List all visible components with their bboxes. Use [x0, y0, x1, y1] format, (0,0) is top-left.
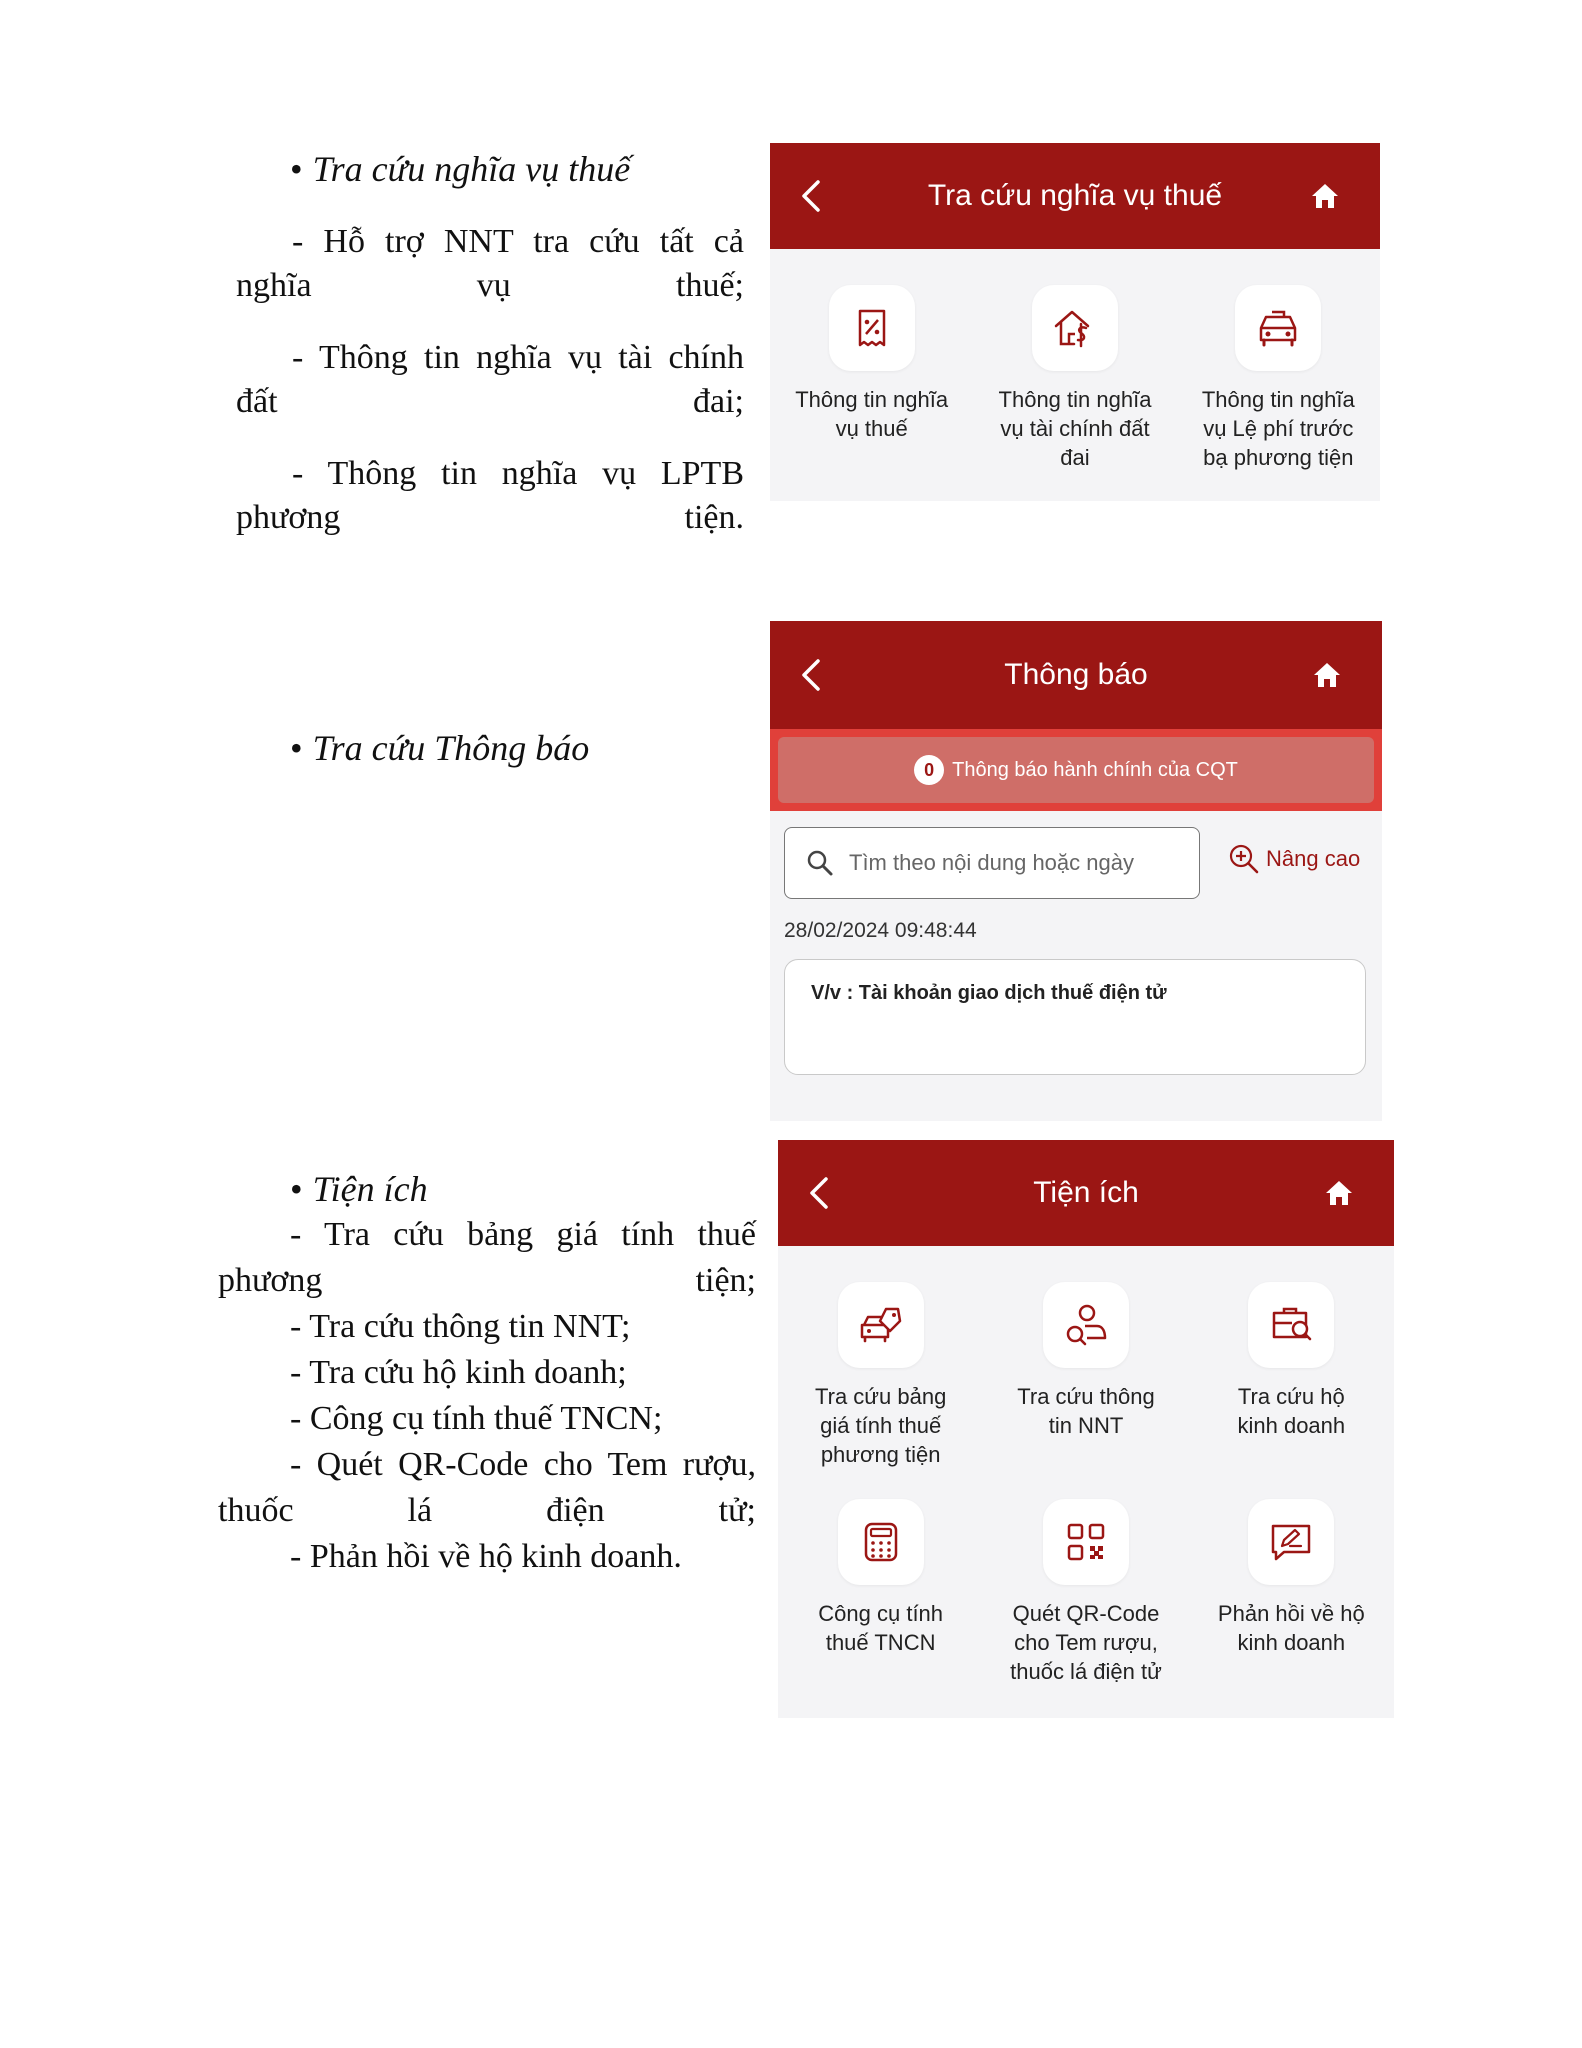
tile-phan-hoi-ho-kinh-doanh[interactable]: [1189, 1499, 1394, 1686]
home-icon[interactable]: [1310, 181, 1340, 211]
screen-title: Thông báo: [1004, 658, 1148, 691]
tile-label: Tra cứu bảng giá tính thuế phương tiện: [815, 1384, 947, 1467]
bullet-tien-ich: • Tiện ích: [290, 1169, 428, 1209]
tile-label: Thông tin nghĩa vụ tài chính đất đai: [998, 387, 1152, 470]
list-item: - Phản hồi về hộ kinh doanh.: [290, 1538, 682, 1575]
list-item: - Thông tin nghĩa vụ LPTB phương tiện.: [236, 455, 744, 536]
screen-thong-bao: [770, 621, 1382, 1121]
user-search-icon: [1043, 1282, 1129, 1368]
car-icon: [1235, 285, 1321, 371]
notice-subject: V/v : Tài khoản giao dịch thuế điện tử: [811, 982, 1167, 1004]
tile-label: Phản hồi về hộ kinh doanh: [1217, 1601, 1365, 1655]
tile-thong-tin-nghia-vu-thue[interactable]: [770, 285, 973, 472]
search-icon: [805, 848, 835, 878]
admin-notice-banner[interactable]: [778, 737, 1374, 803]
home-icon[interactable]: [1324, 1178, 1354, 1208]
tile-quet-qr-code[interactable]: [983, 1499, 1188, 1686]
back-arrow-icon[interactable]: [798, 657, 826, 693]
tile-bang-gia-tinh-thue[interactable]: [778, 1282, 983, 1469]
list-item: - Tra cứu bảng giá tính thuế phương tiện;: [218, 1216, 756, 1299]
business-search-icon: [1248, 1282, 1334, 1368]
bullet-dot: •: [290, 1169, 303, 1209]
car-price-tag-icon: [838, 1282, 924, 1368]
back-arrow-icon[interactable]: [798, 178, 826, 214]
list-item: - Tra cứu thông tin NNT;: [290, 1308, 631, 1345]
bullet-tra-cuu-nghia-vu-thue: • Tra cứu nghĩa vụ thuế: [290, 149, 631, 189]
list-item: - Thông tin nghĩa vụ tài chính đất đai;: [236, 339, 744, 420]
tile-nghia-vu-tai-chinh-dat-dai[interactable]: [973, 285, 1176, 472]
tile-label: Quét QR-Code cho Tem rượu, thuốc lá điện tử: [1010, 1601, 1162, 1684]
screen-title: Tiện ích: [1033, 1176, 1139, 1209]
list-item: - Tra cứu hộ kinh doanh;: [290, 1354, 627, 1391]
tile-label: Thông tin nghĩa vụ Lệ phí trước bạ phương tiện: [1201, 387, 1355, 470]
notice-card[interactable]: [784, 959, 1366, 1075]
app-bar: [770, 621, 1382, 729]
banner-container: [770, 729, 1382, 811]
tile-grid: [770, 285, 1380, 472]
tile-nghia-vu-le-phi-truoc-ba[interactable]: [1177, 285, 1380, 472]
house-dollar-icon: [1032, 285, 1118, 371]
search-input[interactable]: [784, 827, 1200, 899]
tax-receipt-icon: [829, 285, 915, 371]
list-item: - Hỗ trợ NNT tra cứu tất cả nghĩa vụ thuế;: [236, 223, 744, 304]
tile-tra-cuu-thong-tin-nnt[interactable]: [983, 1282, 1188, 1469]
bullet-dot: •: [290, 149, 303, 189]
calculator-icon: [838, 1499, 924, 1585]
notice-count-badge: 0: [914, 755, 944, 785]
screen-tien-ich: [778, 1140, 1394, 1718]
bullet-dot: •: [290, 728, 303, 768]
tile-label: Tra cứu thông tin NNT: [1017, 1384, 1155, 1438]
screen-tra-cuu-nghia-vu-thue: [770, 143, 1380, 501]
tile-tra-cuu-ho-kinh-doanh[interactable]: [1189, 1282, 1394, 1469]
list-item: - Quét QR-Code cho Tem rượu, thuốc lá điện tử;: [218, 1446, 756, 1529]
section3-list: [218, 1212, 756, 1580]
tile-label: Thông tin nghĩa vụ thuế: [795, 387, 949, 441]
banner-label: Thông báo hành chính của CQT: [952, 758, 1238, 781]
feedback-icon: [1248, 1499, 1334, 1585]
tile-label: Công cụ tính thuế TNCN: [818, 1601, 944, 1655]
tile-cong-cu-tinh-thue-tncn[interactable]: [778, 1499, 983, 1686]
bullet-tra-cuu-thong-bao: • Tra cứu Thông báo: [290, 728, 590, 768]
tile-label: Tra cứu hộ kinh doanh: [1237, 1384, 1346, 1438]
search-placeholder: Tìm theo nội dung hoặc ngày: [849, 850, 1134, 875]
screen-title: Tra cứu nghĩa vụ thuế: [927, 179, 1223, 212]
app-bar: [778, 1140, 1394, 1246]
advanced-label: Nâng cao: [1266, 846, 1361, 871]
notice-timestamp: 28/02/2024 09:48:44: [784, 919, 977, 942]
advanced-search-button[interactable]: [1228, 843, 1360, 875]
qr-code-icon: [1043, 1499, 1129, 1585]
app-bar: [770, 143, 1380, 249]
home-icon[interactable]: [1312, 660, 1342, 690]
list-item: - Công cụ tính thuế TNCN;: [290, 1400, 663, 1437]
section1-list: [236, 220, 744, 540]
tile-grid: [778, 1282, 1394, 1686]
zoom-plus-icon: [1228, 843, 1260, 875]
back-arrow-icon[interactable]: [806, 1175, 834, 1211]
